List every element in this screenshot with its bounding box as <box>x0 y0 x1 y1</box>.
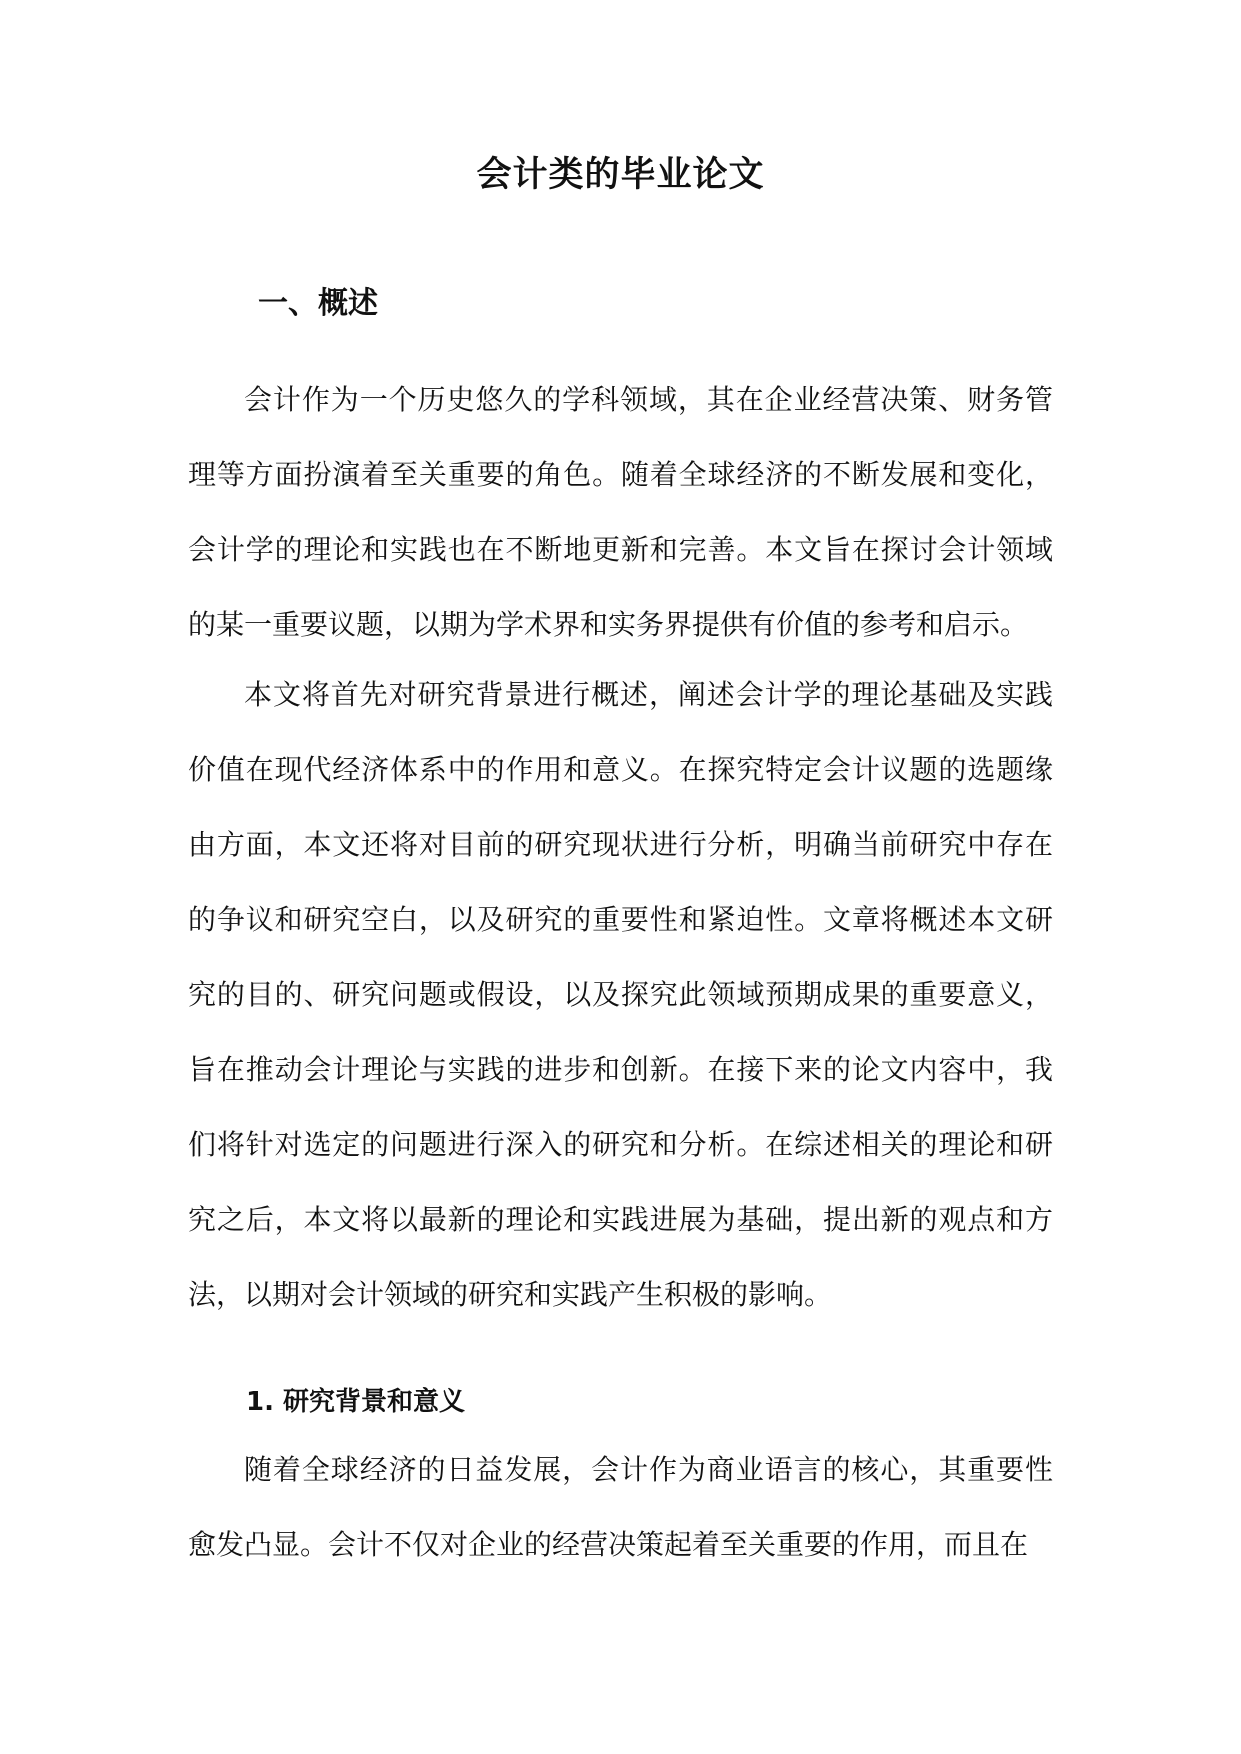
section-heading-overview: 一、概述 <box>258 286 378 321</box>
paragraph-overview-2: 本文将首先对研究背景进行概述，阐述会计学的理论基础及实践价值在现代经济体系中的作用和意义。在探究特定会计议题的选题缘由方面，本文还将对目前的研究现状进行分析，明确当前研究中存在的争议和研究空白，以及研究的重要性和紧迫性。文章将概述本文研究的目的、研究问题或假设，以及探究此领域预期成果的重要意义，旨在推动会计理论与实践的进步和创新。在接下来的论文内容中，我们将针对选定的问题进行深入的研究和分析。在综述相关的理论和研究之后，本文将以最新的理论和实践进展为基础，提出新的观点和方法，以期对会计领域的研究和实践产生积极的影响。 <box>188 678 1053 1311</box>
subsection-heading-background: 1. 研究背景和意义 <box>246 1387 466 1417</box>
paragraph-background-1: 随着全球经济的日益发展，会计作为商业语言的核心，其重要性愈发凸显。会计不仅对企业的经营决策起着至关重要的作用，而且在 <box>188 1453 1053 1561</box>
paragraph-overview-1: 会计作为一个历史悠久的学科领域，其在企业经营决策、财务管理等方面扮演着至关重要的角色。随着全球经济的不断发展和变化，会计学的理论和实践也在不断地更新和完善。本文旨在探讨会计领域的某一重要议题，以期为学术界和实务界提供有价值的参考和启示。 <box>188 383 1053 641</box>
document-title: 会计类的毕业论文 <box>476 155 765 195</box>
